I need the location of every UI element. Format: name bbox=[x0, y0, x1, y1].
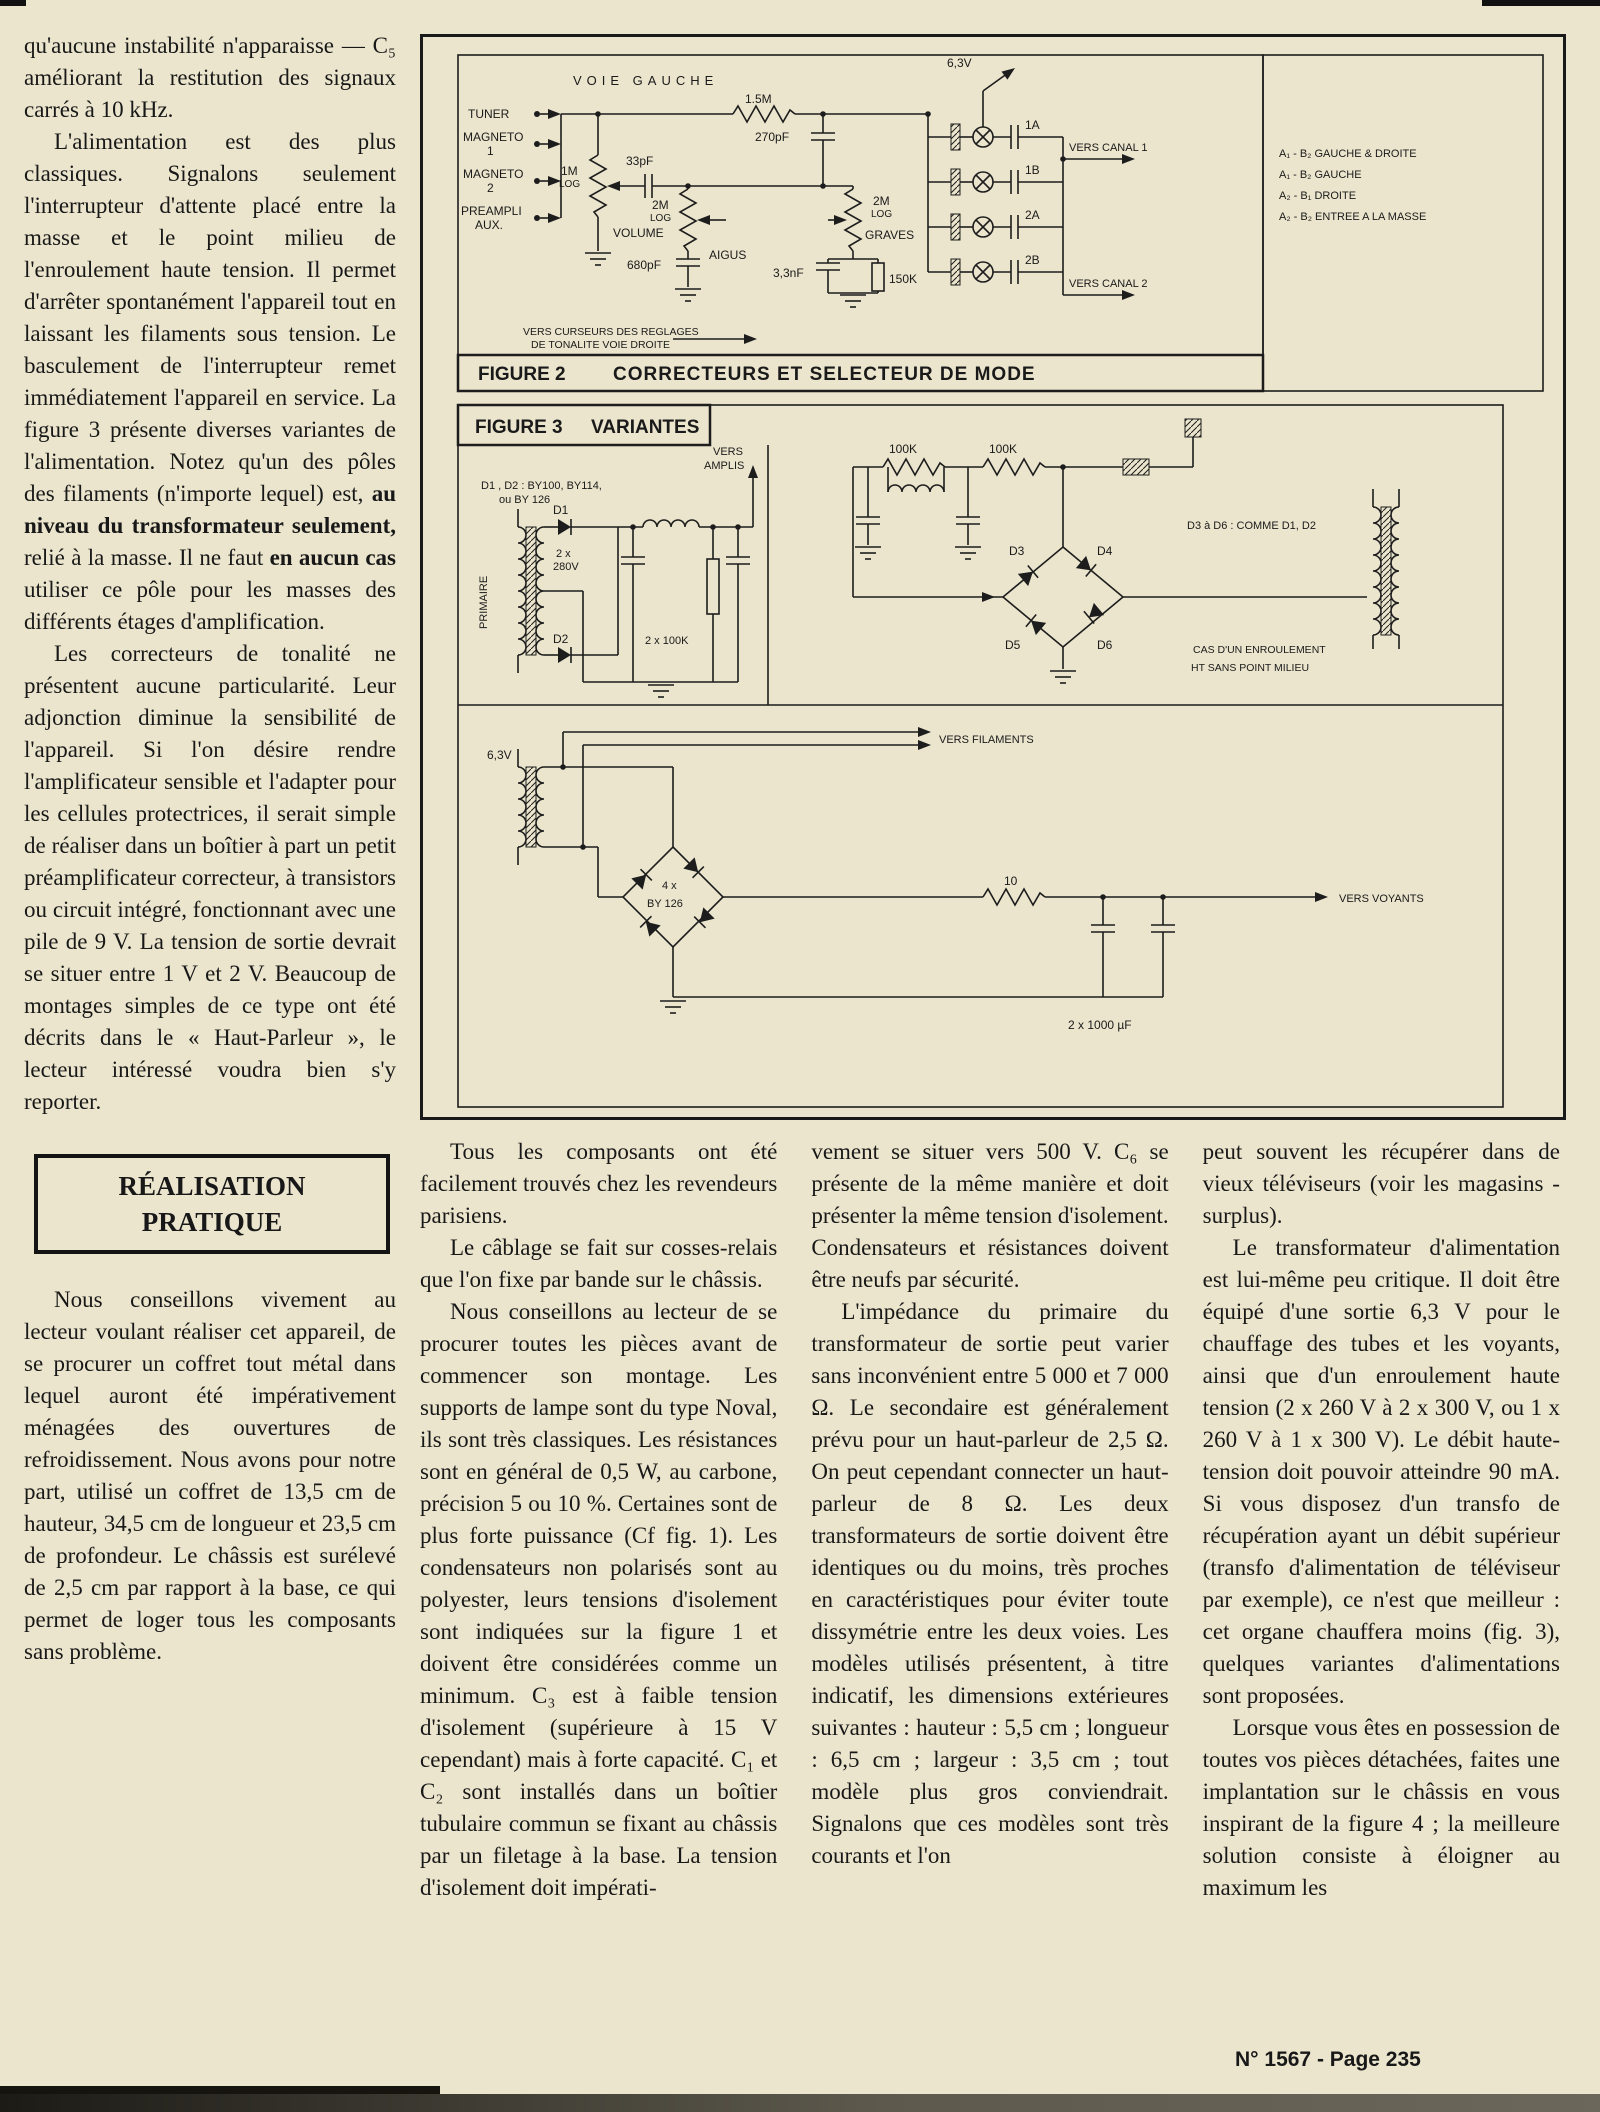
label-aigus: AIGUS bbox=[709, 248, 747, 262]
filter-capacitor bbox=[621, 557, 645, 564]
paragraph bbox=[24, 1284, 396, 1668]
fig2-caption-number: FIGURE 2 bbox=[478, 364, 566, 385]
transformer-secondary-coil bbox=[536, 527, 544, 655]
paragraph-text: Le câblage se fait sur cosses-relais que l'on fixe par bande sur le châssis. bbox=[420, 1235, 778, 1292]
diode-d1 bbox=[558, 519, 571, 535]
legend-item: A₁ - B₂ GAUCHE bbox=[1279, 169, 1362, 181]
label-1m5: 1.5M bbox=[745, 92, 772, 106]
label-d3d6-note: D3 à D6 : COMME D1, D2 bbox=[1187, 520, 1316, 532]
aigus-potentiometer bbox=[675, 186, 726, 301]
shield-hatch bbox=[951, 169, 960, 195]
paragraph bbox=[24, 30, 396, 126]
ground-icon bbox=[675, 289, 701, 301]
label-3n3: 3,3nF bbox=[773, 266, 804, 280]
label-vers-voyants: VERS VOYANTS bbox=[1339, 893, 1424, 905]
paragraph-text: Le transformateur d'alimentation est lui-même peu critique. Il doit être équipé d'une sortie 6,3 V pour le chauffage des tubes et les voyants, ainsi que d'un enroulement haute tension (2 x 260 V à 2 x 300 V, ou 1 x 260 V à 1 x 300 V). Le débit haute-tension doit pouvoir atteindre 90 mA. Si vous disposez d'un transfo de récupération ayant un débit supérieur (transfo d'alimentation de téléviseur par exemple), ce n'est que meilleur : cet organe chauffera moins (fig. 3), quelques variantes d'alimentations sont proposées. bbox=[1202, 1235, 1560, 1708]
label-ht-note2: HT SANS POINT MILIEU bbox=[1191, 662, 1310, 674]
transformer-core bbox=[526, 767, 536, 847]
paragraph bbox=[1203, 1232, 1560, 1712]
label-switch-2b: 2B bbox=[1025, 253, 1040, 267]
shield-hatch bbox=[951, 214, 960, 240]
paragraph-text: Tous les composants ont été facilement trouvés chez les revendeurs parisiens. bbox=[420, 1139, 778, 1228]
label-aux: AUX. bbox=[475, 218, 504, 232]
figures-panel bbox=[420, 34, 1566, 1120]
capacitor-1000uf bbox=[1151, 925, 1175, 932]
fig2-labels bbox=[461, 56, 1426, 385]
figure-2-schematic bbox=[423, 37, 1563, 397]
ground-icon bbox=[648, 685, 674, 697]
column-3 bbox=[811, 1136, 1168, 1904]
label-vers-amplis-1: VERS bbox=[713, 446, 743, 458]
transformer-primary-coil bbox=[518, 767, 526, 847]
paragraph-text: L'impédance du primaire du transformateur de sortie peut varier sans inconvénient entre 5 000 et 7 000 Ω. Le secondaire est généralement prévu pour un haut-parleur de 2,5 Ω. On peut cependant connecter un haut-parleur de 8 Ω. Les deux transformateurs de sortie doivent être identiques ou du moins, très proches en caractéristiques pour éviter toute dissymétrie entre les deux voies. Les modèles utilisés présentent, à titre indicatif, les dimensions extérieures suivantes : hauteur : 5,5 cm ; longueur : 6,5 cm ; largeur : 3,5 cm ; tout modèle plus gros conviendrait. Signalons que ces modèles sont très courants et l'on bbox=[811, 1299, 1169, 1868]
shield-hatch bbox=[951, 259, 960, 285]
arrow-note-icon bbox=[744, 334, 757, 344]
ground-icon bbox=[1050, 671, 1076, 683]
label-bridge-1: 4 x bbox=[662, 880, 677, 892]
label-2x100k: 2 x 100K bbox=[645, 635, 689, 647]
ground-icon bbox=[855, 547, 881, 559]
diode-icon bbox=[640, 916, 661, 937]
fig2-legend bbox=[1279, 148, 1426, 223]
left-column bbox=[24, 30, 396, 1668]
resistor-10-ohm bbox=[983, 889, 1045, 905]
transformer-winding-coil bbox=[1391, 507, 1399, 635]
variant-center-tap-rectifier bbox=[518, 465, 758, 697]
transformer-core bbox=[1381, 507, 1391, 635]
paragraph bbox=[1203, 1712, 1560, 1904]
diode-icon bbox=[694, 907, 715, 928]
shield-hatch bbox=[1123, 459, 1149, 475]
decoupling-capacitor bbox=[956, 517, 980, 524]
label-d2: D2 bbox=[553, 632, 569, 646]
bold-text: en aucun cas bbox=[269, 545, 396, 570]
fig2-legend-frame bbox=[1263, 55, 1543, 391]
label-d5: D5 bbox=[1005, 638, 1021, 652]
label-magneto1-num: 1 bbox=[487, 144, 494, 158]
filter-choke bbox=[643, 520, 699, 527]
fig3-wiring bbox=[458, 405, 1503, 1107]
arrow-filaments-icon bbox=[918, 740, 931, 750]
article-columns bbox=[420, 1136, 1560, 1904]
fig3-labels bbox=[475, 417, 1424, 1032]
label-ht-note1: CAS D'UN ENROULEMENT bbox=[1193, 644, 1326, 656]
diode-d2 bbox=[558, 647, 571, 663]
label-63v: 6,3V bbox=[947, 56, 972, 70]
arrow-vers-amplis-icon bbox=[748, 465, 758, 478]
label-primaire: PRIMAIRE bbox=[478, 575, 490, 629]
resistor-2x100k bbox=[707, 559, 719, 614]
scan-artifact-bottom bbox=[0, 2094, 1600, 2112]
choke-coil bbox=[888, 485, 944, 492]
label-magneto1: MAGNETO bbox=[463, 130, 524, 144]
resistor-150k bbox=[872, 263, 884, 291]
arrow-filaments-icon bbox=[918, 727, 931, 737]
resistor-100k bbox=[883, 459, 945, 475]
legend-item: A₁ - B₂ GAUCHE & DROITE bbox=[1279, 148, 1417, 160]
paragraph-text: Nous conseillons vivement au lecteur voulant réaliser cet appareil, de se procurer un coffret tout métal dans lequel auront été impérativement ménagées des ouvertures de refroidissement. Nous avons pour notre part, utilisé un coffret de 13,5 cm de hauteur, 34,5 cm de longueur et 23,5 cm de profondeur. Le châssis est surélevé de 2,5 cm par rapport à la base, ce qui permet de loger tous les composants sans problème. bbox=[24, 1287, 396, 1664]
label-100k-b: 100K bbox=[989, 442, 1018, 456]
label-graves-log: LOG bbox=[871, 209, 893, 220]
diode-bridge-d3-d6 bbox=[1003, 547, 1123, 647]
paragraph bbox=[1203, 1136, 1560, 1232]
arrow-canal1-icon bbox=[1122, 154, 1135, 164]
label-note-line2: DE TONALITE VOIE DROITE bbox=[531, 339, 671, 351]
capacitor-680pf bbox=[676, 259, 700, 266]
label-vers-canal1: VERS CANAL 1 bbox=[1069, 142, 1148, 154]
section-heading-line2: PRATIQUE bbox=[141, 1207, 283, 1237]
label-270pf: 270pF bbox=[755, 130, 790, 144]
label-2x280v-2: 280V bbox=[553, 561, 579, 573]
arrow-63v-icon bbox=[1002, 64, 1018, 80]
paragraph bbox=[420, 1136, 777, 1232]
ground-icon bbox=[660, 1001, 686, 1013]
ground-icon bbox=[840, 295, 866, 307]
paragraph-text: utiliser ce pôle pour les masses des différents étages d'amplification. bbox=[24, 577, 396, 634]
section-heading-line1: RÉALISATION bbox=[118, 1171, 306, 1201]
filter-capacitor bbox=[726, 557, 750, 564]
label-vers-amplis-2: AMPLIS bbox=[704, 460, 745, 472]
transformer-secondary-coil bbox=[536, 767, 544, 847]
legend-item: A₂ - B₁ DROITE bbox=[1279, 190, 1357, 202]
paragraph bbox=[420, 1232, 777, 1296]
paragraph bbox=[24, 126, 396, 638]
shield-hatch bbox=[1185, 419, 1201, 437]
fig2-caption-title: CORRECTEURS ET SELECTEUR DE MODE bbox=[613, 364, 1036, 385]
label-150k: 150K bbox=[889, 272, 918, 286]
column-4 bbox=[1203, 1136, 1560, 1904]
capacitor-3n3 bbox=[816, 263, 840, 270]
label-magneto2-num: 2 bbox=[487, 181, 494, 195]
capacitor-33pf bbox=[645, 174, 652, 198]
label-vers-canal2: VERS CANAL 2 bbox=[1069, 278, 1148, 290]
label-d3: D3 bbox=[1009, 544, 1025, 558]
resistor-1m5 bbox=[733, 106, 795, 122]
label-2x1000uf: 2 x 1000 µF bbox=[1068, 1018, 1132, 1032]
ground-icon bbox=[955, 547, 981, 559]
paragraph-text: relié à la masse. Il ne faut bbox=[24, 545, 270, 570]
label-2x280v-1: 2 x bbox=[556, 548, 571, 560]
label-volume-log: LOG bbox=[559, 179, 581, 190]
diode-d4 bbox=[1076, 556, 1096, 577]
volume-potentiometer bbox=[585, 111, 645, 265]
paragraph-text: vement se situer vers 500 V. C₆ se présente de la même manière et doit présenter la même tension d'isolement. Condensateurs et résistances doivent être neufs par sécurité. bbox=[811, 1139, 1169, 1292]
resistor-100k bbox=[983, 459, 1045, 475]
paragraph-text: peut souvent les récupérer dans de vieux téléviseurs (voir les magasins - surplus). bbox=[1202, 1139, 1560, 1228]
label-100k-a: 100K bbox=[889, 442, 918, 456]
capacitor-270pf-branch bbox=[811, 111, 835, 186]
scan-artifact-top-right bbox=[1482, 0, 1600, 6]
label-aigus-log: LOG bbox=[650, 213, 672, 224]
paragraph-text: qu'aucune instabilité n'apparaisse — C₅ améliorant la restitution des signaux carrés à 10 kHz. bbox=[24, 33, 396, 122]
scan-artifact-top-left bbox=[0, 0, 26, 6]
column-2 bbox=[420, 1136, 777, 1904]
arrow-voyants-icon bbox=[1315, 892, 1328, 902]
label-graves-value: 2M bbox=[873, 194, 890, 208]
decoupling-capacitor bbox=[856, 517, 880, 524]
label-aigus-value: 2M bbox=[652, 198, 669, 212]
transformer-primary-coil bbox=[518, 527, 526, 655]
paragraph bbox=[420, 1296, 777, 1904]
figure-3-schematic bbox=[423, 397, 1563, 1117]
label-volume-value: 1M bbox=[561, 164, 578, 178]
label-switch-1a: 1A bbox=[1025, 118, 1040, 132]
section-heading-box bbox=[34, 1154, 390, 1254]
label-tuner: TUNER bbox=[468, 107, 510, 121]
label-63v: 6,3V bbox=[487, 748, 512, 762]
diode-bridge-4xby126 bbox=[623, 847, 723, 947]
label-preampli: PREAMPLI bbox=[461, 204, 522, 218]
label-33pf: 33pF bbox=[626, 154, 654, 168]
label-graves: GRAVES bbox=[865, 228, 915, 242]
label-d4: D4 bbox=[1097, 544, 1113, 558]
paragraph-text: Lorsque vous êtes en possession de toutes vos pièces détachées, faites une implantation sur le châssis en vous inspirant de la figure 4 ; la meilleure solution consiste à éloigner au maximum les bbox=[1202, 1715, 1560, 1900]
label-d1: D1 bbox=[553, 503, 569, 517]
shield-hatch bbox=[951, 124, 960, 150]
variant-filament-supply bbox=[518, 727, 1328, 1013]
label-diodes-note2: ou BY 126 bbox=[499, 494, 551, 506]
capacitor-1000uf bbox=[1091, 925, 1115, 932]
label-magneto2: MAGNETO bbox=[463, 167, 524, 181]
label-switch-1b: 1B bbox=[1025, 163, 1040, 177]
arrow-canal2-icon bbox=[1122, 290, 1135, 300]
label-d6: D6 bbox=[1097, 638, 1113, 652]
paragraph-text: Les correcteurs de tonalité ne présentent aucune particularité. Leur adjonction diminue la sensibilité de l'appareil. Si l'on désire rendre l'amplificateur sensible et l'adapter pour les cellules protectrices, il serait simple de réaliser dans un boîtier à part un petit préamplificateur correcteur, à transistors ou circuit intégré, fonctionnant avec une pile de 9 V. La tension de sortie devrait se situer entre 1 V et 2 V. Beaucoup de montages simples de ce type ont été décrits dans le « Haut-Parleur », le lecteur intéressé voudra bien s'y reporter. bbox=[24, 641, 397, 1114]
legend-item: A₂ - B₂ ENTREE A LA MASSE bbox=[1279, 211, 1427, 223]
label-10-ohm: 10 bbox=[1004, 874, 1018, 888]
fig3-caption-title: VARIANTES bbox=[591, 417, 700, 438]
page-number: N° 1567 - Page 235 bbox=[1235, 2048, 1421, 2071]
ground-icon bbox=[585, 253, 611, 265]
paragraph bbox=[811, 1136, 1168, 1296]
paragraph bbox=[24, 638, 396, 1118]
label-diodes-note1: D1 , D2 : BY100, BY114, bbox=[481, 480, 602, 492]
label-note-line1: VERS CURSEURS DES REGLAGES bbox=[523, 326, 699, 338]
bold-text: au niveau du transformateur seulement, bbox=[24, 481, 396, 538]
label-680pf: 680pF bbox=[627, 258, 662, 272]
fig2-schematic-frame bbox=[458, 55, 1263, 355]
paragraph bbox=[811, 1296, 1168, 1872]
label-volume: VOLUME bbox=[613, 226, 664, 240]
label-bridge-2: BY 126 bbox=[647, 898, 683, 910]
paragraph-text: Nous conseillons au lecteur de se procurer toutes les pièces avant de commencer son montage. Les supports de lampe sont du type Noval, ils sont très classiques. Les résistances sont en général de 0,5 W, au carbone, précision 5 ou 10 %. Certaines sont de plus forte puissance (Cf fig. 1). Les condensateurs non polarisés sont au polyester, leurs tensions d'isolement sont indiquées sur la figure 1 et doivent être considérées comme un minimum. C₃ est à faible tension d'isolement (supérieure à 15 V cependant) mais à forte capacité. C₁ et C₂ sont installés dans un boîtier tubulaire commun se fixant au châssis par un filetage à la base. La tension d'isolement doit impérati- bbox=[420, 1299, 778, 1900]
arrow-icon bbox=[982, 592, 995, 602]
label-switch-2a: 2A bbox=[1025, 208, 1040, 222]
fig3-frame bbox=[458, 405, 1503, 1107]
transformer-core bbox=[526, 527, 536, 655]
fig2-title: VOIE GAUCHE bbox=[573, 73, 719, 88]
paragraph-text: L'alimentation est des plus classiques. Signalons seulement l'interrupteur d'attente placé entre la masse et le point milieu de l'enroulement haute tension. Il permet d'arrêter spontanément l'appareil tout en laissant les filaments sous tension. Le basculement de l'interrupteur remet immédiatement l'appareil en service. La figure 3 présente diverses variantes de l'alimentation. Notez qu'un des pôles des filaments (n'importe lequel) est, bbox=[24, 129, 396, 506]
label-vers-filaments: VERS FILAMENTS bbox=[939, 734, 1034, 746]
ht-winding-coil bbox=[1373, 507, 1381, 635]
fig3-caption-number: FIGURE 3 bbox=[475, 417, 563, 438]
input-selector bbox=[534, 109, 561, 223]
